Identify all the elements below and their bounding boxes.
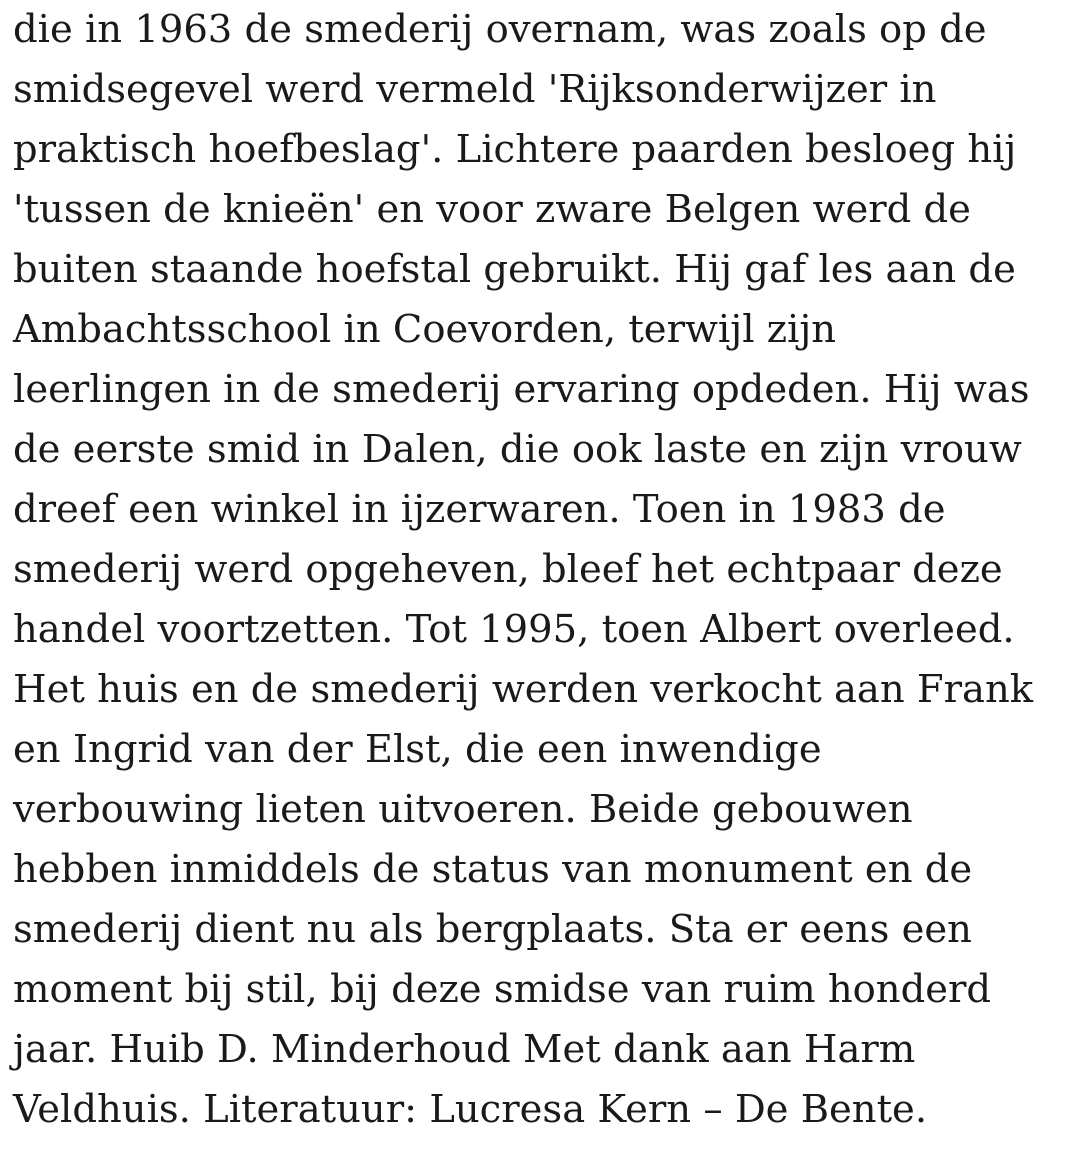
text-line: 'tussen de knieën' en voor zware Belgen werd de — [13, 187, 971, 232]
text-line: praktisch hoefbeslag'. Lichtere paarden besloeg hij — [13, 127, 1017, 172]
text-line: verbouwing lieten uitvoeren. Beide gebouwen — [13, 787, 913, 832]
text-line: handel voortzetten. Tot 1995, toen Albert overleed. — [13, 607, 1015, 652]
text-line: smederij dient nu als bergplaats. Sta er eens een — [13, 907, 972, 952]
text-line: hebben inmiddels de status van monument en de — [13, 847, 973, 892]
text-line: leerlingen in de smederij ervaring opdeden. Hij was — [13, 367, 1030, 412]
text-line: buiten staande hoefstal gebruikt. Hij gaf les aan de — [13, 247, 1016, 292]
text-line: dreef een winkel in ijzerwaren. Toen in 1983 de — [13, 487, 946, 532]
text-line: Veldhuis. Literatuur: Lucresa Kern – De Bente. — [13, 1087, 928, 1132]
text-line: Het huis en de smederij werden verkocht aan Frank — [13, 667, 1034, 712]
text-line: moment bij stil, bij deze smidse van ruim honderd — [13, 967, 992, 1012]
text-line: smederij werd opgeheven, bleef het echtpaar deze — [13, 547, 1003, 592]
text-line: de eerste smid in Dalen, die ook laste en zijn vrouw — [13, 427, 1022, 472]
text-line: jaar. Huib D. Minderhoud Met dank aan Harm — [13, 1027, 916, 1072]
text-line: smidsegevel werd vermeld 'Rijksonderwijzer in — [13, 67, 937, 112]
text-line: Ambachtsschool in Coevorden, terwijl zijn — [13, 307, 837, 352]
article-text — [13, 0, 1073, 1140]
text-line: die in 1963 de smederij overnam, was zoals op de — [13, 7, 987, 52]
text-line: en Ingrid van der Elst, die een inwendige — [13, 727, 822, 772]
